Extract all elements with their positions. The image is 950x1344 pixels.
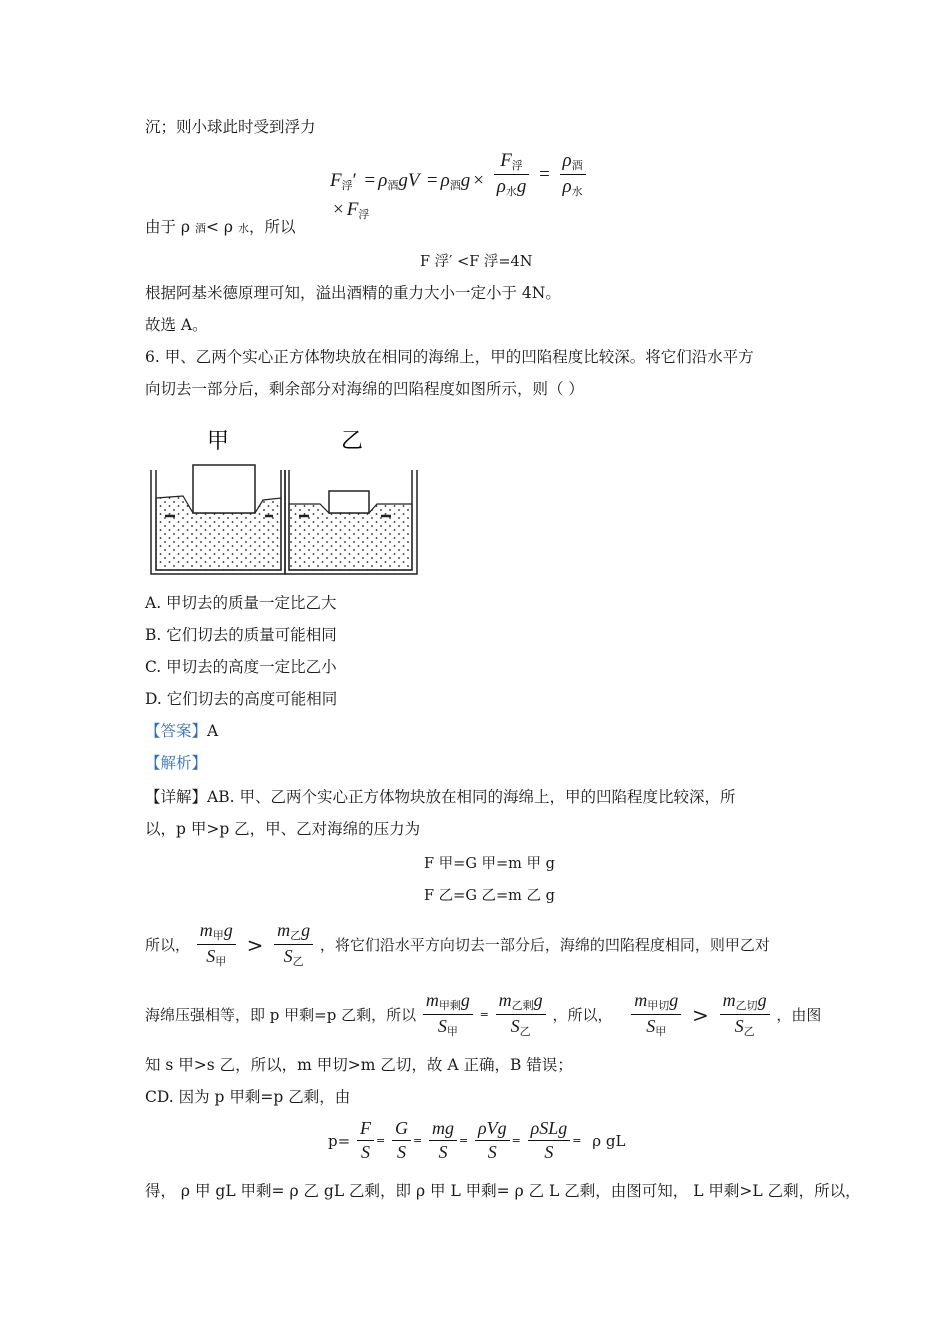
sponge-yi: [289, 504, 412, 570]
option-a: A. 甲切去的质量一定比乙大: [145, 594, 337, 612]
block-jia: [193, 465, 255, 513]
label-jia: 甲: [207, 429, 230, 454]
detail-line: CD. 因为 p 甲剩=p 乙剩，由: [145, 1088, 351, 1106]
block-yi: [329, 491, 369, 513]
force-eq-jia: F 甲=G 甲=m 甲 g: [424, 856, 555, 872]
text-line: 由于 ρ 酒< ρ 水，所以: [145, 218, 296, 236]
inequality-line: F 浮′ <F 浮=4N: [420, 254, 533, 270]
detail-line: 以，p 甲>p 乙，甲、乙对海绵的压力为: [145, 820, 421, 838]
force-eq-yi: F 乙=G 乙=m 乙 g: [424, 888, 555, 904]
buoyancy-equation: $F_浮' = \rho_酒gV = \rho_酒g$ × $\frac{F_浮}{\rho_水g}$ = $\frac{\rho_酒}{\rho_水}$ × $F_浮$: [330, 150, 630, 206]
analysis-tag: 【解析】: [145, 754, 208, 772]
text-line: 沉；则小球此时受到浮力: [145, 118, 316, 136]
sponge-figure: [145, 420, 425, 580]
label-yi: 乙: [341, 429, 364, 454]
answer-tag: 【答案】: [145, 722, 208, 740]
option-c: C. 甲切去的高度一定比乙小: [145, 658, 337, 676]
equal-pressure-line: 海绵压强相等，即 p 甲剩=p 乙剩，所以 $\frac{m_{甲剩}g}{S_甲}$ = $\frac{m_{乙剩}g}{S_乙}$ ，所以， $\frac{m_{甲切}g}{S_甲}$ > $\frac{m_{乙切}g}{S_乙}$ ，由图: [145, 990, 822, 1038]
pressure-derivation: p= $\frac{F}{S}$ = $\frac{G}{S}$ = $\frac{mg}{S}$ = $\frac{\text{ρVg}}{S}$ = $\frac{\text{ρSLg}}{S}$ = ρ gL: [328, 1118, 626, 1162]
pressure-inequality-line: 所以， $\frac{m_甲g}{S_甲}$ > $\frac{m_乙g}{S_乙}$ ，将它们沿水平方向切去一部分后，海绵的凹陷程度相同，则甲乙对: [145, 920, 770, 968]
text-line: 根据阿基米德原理可知，溢出酒精的重力大小一定小于 4N。: [145, 284, 561, 302]
text-line: 故选 A。: [145, 316, 208, 334]
question-6-text: 6. 甲、乙两个实心正方体物块放在相同的海绵上，甲的凹陷程度比较深。将它们沿水平方: [145, 348, 754, 366]
detail-line: 得， ρ 甲 gL 甲剩= ρ 乙 gL 乙剩，即 ρ 甲 L 甲剩= ρ 乙 L 乙剩，由图可知， L 甲剩>L 乙剩，所以，: [145, 1182, 861, 1200]
question-6-text: 向切去一部分后，剩余部分对海绵的凹陷程度如图所示，则（ ）: [145, 380, 584, 398]
detail-line: 【详解】AB. 甲、乙两个实心正方体物块放在相同的海绵上，甲的凹陷程度比较深，所: [145, 788, 736, 806]
option-d: D. 它们切去的高度可能相同: [145, 690, 338, 708]
answer-line: 【答案】A: [145, 722, 219, 740]
detail-line: 知 s 甲>s 乙，所以，m 甲切>m 乙切，故 A 正确，B 错误；: [145, 1056, 573, 1074]
option-b: B. 它们切去的质量可能相同: [145, 626, 337, 644]
